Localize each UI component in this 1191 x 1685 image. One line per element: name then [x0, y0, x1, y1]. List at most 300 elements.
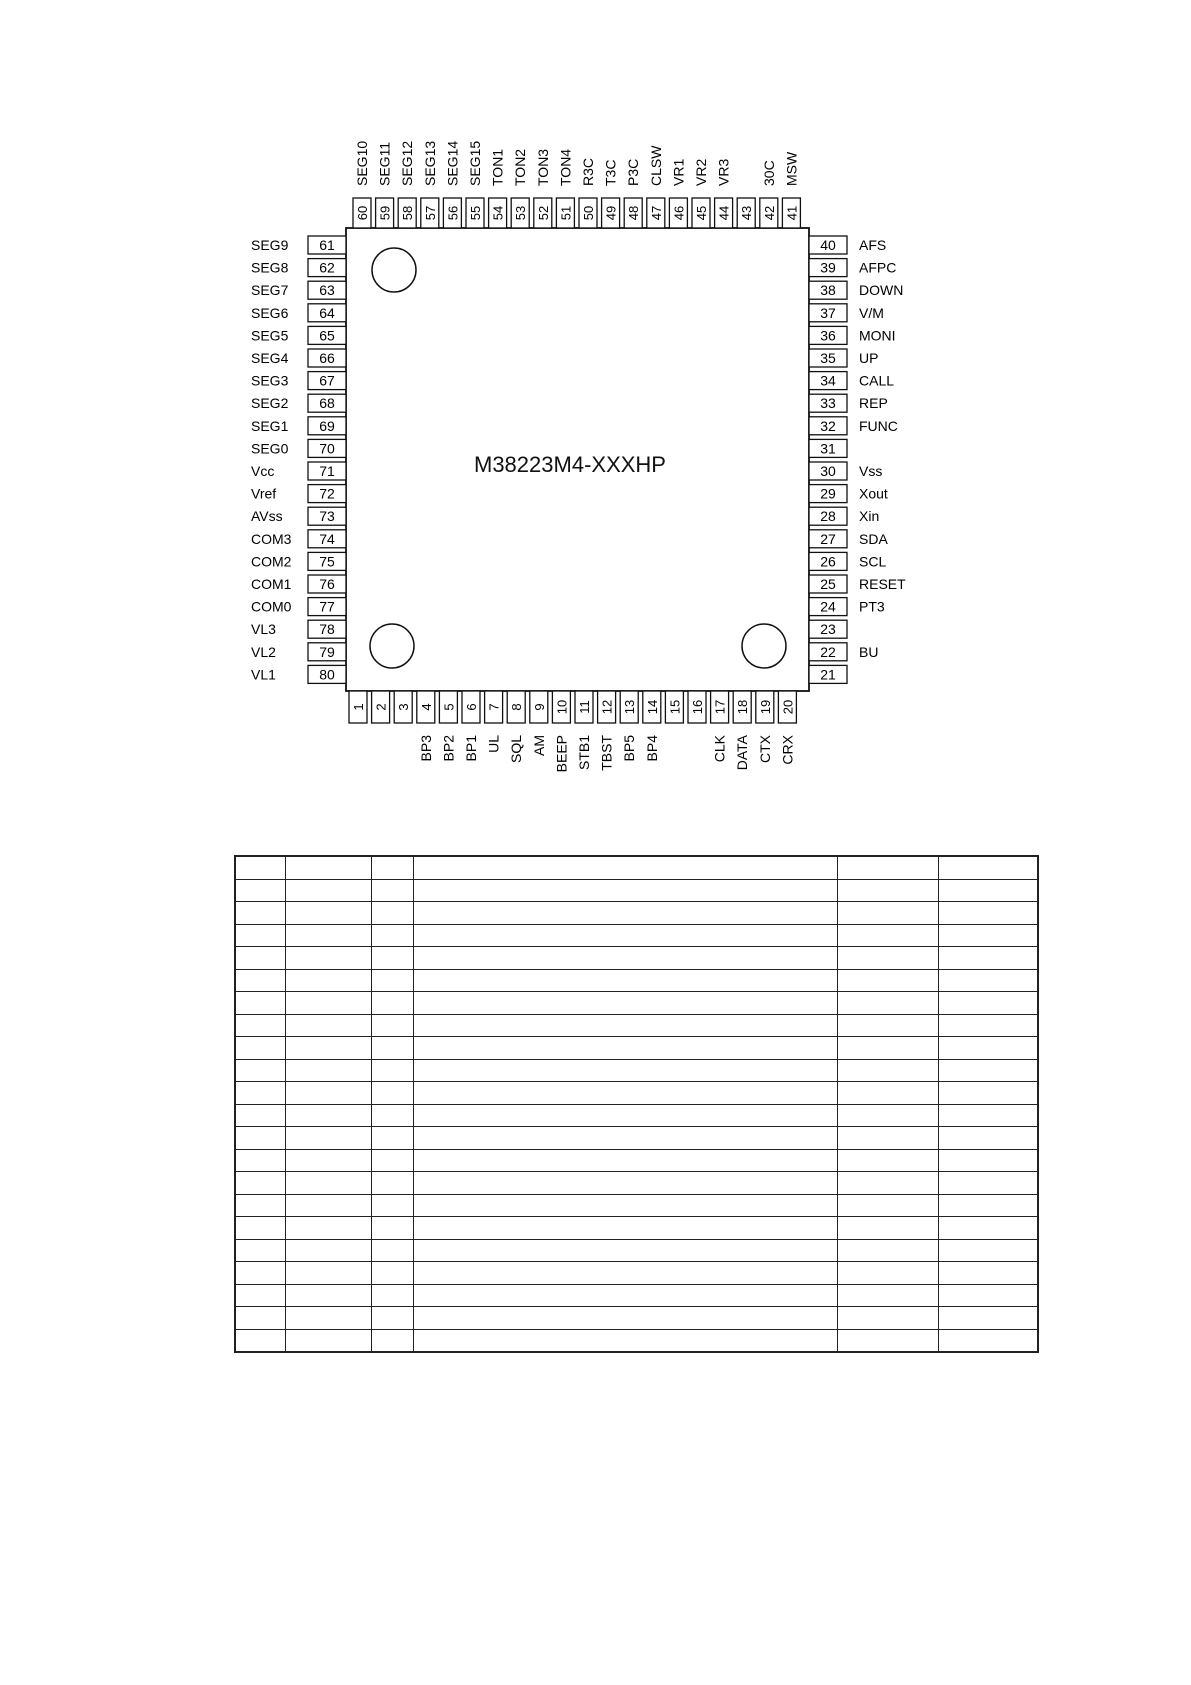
table-cell [235, 1329, 285, 1352]
pin-38-number: 38 [820, 282, 836, 299]
pin-9 [530, 691, 548, 756]
pin-63 [251, 281, 346, 299]
table-row [235, 1284, 1038, 1307]
table-cell [837, 1104, 938, 1127]
table-row [235, 1307, 1038, 1330]
pin-44-number: 44 [716, 205, 732, 221]
pin-75-number: 75 [319, 553, 335, 570]
pin-55-label: SEG15 [467, 140, 483, 186]
pin-29-label: Xout [859, 485, 888, 502]
pin-10-number: 10 [554, 699, 570, 715]
table-cell [371, 924, 413, 947]
pin-36 [809, 326, 896, 344]
pin-34-number: 34 [820, 372, 836, 389]
pin-71-number: 71 [319, 463, 335, 479]
pin-39-number: 39 [820, 259, 836, 276]
pin-17 [711, 691, 729, 762]
pin-58-label: SEG12 [399, 140, 416, 186]
table-cell [371, 947, 413, 970]
pin-30 [809, 462, 882, 480]
table-cell [371, 1217, 413, 1240]
pin-8-number: 8 [509, 703, 525, 711]
pin-29-number: 29 [820, 485, 836, 502]
pin-45-number: 45 [694, 205, 709, 221]
pin-28 [809, 507, 879, 525]
table-cell [837, 1149, 938, 1172]
table-cell [837, 1239, 938, 1262]
table-cell [371, 1014, 413, 1037]
pin-47-number: 47 [648, 205, 664, 221]
table-cell [413, 1239, 837, 1262]
table-row [235, 1037, 1038, 1060]
pin-25-number: 25 [820, 576, 836, 592]
pin-30-number: 30 [820, 463, 836, 479]
table-cell [235, 1104, 285, 1127]
pin-24 [809, 598, 885, 616]
table-cell [938, 969, 1038, 992]
pin-71 [251, 462, 346, 480]
pin-20-number: 20 [780, 699, 796, 715]
table-cell [837, 1172, 938, 1195]
pin-9-number: 9 [531, 703, 547, 711]
table-cell [837, 1127, 938, 1150]
pin-42 [760, 160, 778, 228]
pin-67-number: 67 [319, 372, 335, 389]
pin-51 [556, 149, 574, 228]
table-cell [371, 902, 413, 925]
pin-49-label: T3C [602, 159, 619, 186]
table-cell [413, 1059, 837, 1082]
pin-45 [692, 159, 710, 228]
pin-13 [620, 691, 638, 761]
pin-69-label: SEG1 [251, 417, 289, 434]
pin-44-label: VR3 [715, 158, 732, 186]
table-row [235, 856, 1038, 879]
pin-8 [507, 691, 525, 763]
table-cell [371, 1239, 413, 1262]
table-cell [413, 1329, 837, 1352]
table-cell [235, 902, 285, 925]
pin-20 [778, 691, 796, 765]
table-cell [938, 1059, 1038, 1082]
pin-72 [251, 485, 346, 503]
pin-68-number: 68 [319, 395, 335, 412]
pin-66 [251, 349, 346, 367]
table-cell [285, 969, 371, 992]
table-row [235, 1262, 1038, 1285]
table-cell [371, 1127, 413, 1150]
table-cell [938, 1262, 1038, 1285]
pin-30-label: Vss [859, 463, 883, 479]
pin-7 [485, 691, 503, 753]
pin-74-label: COM3 [251, 530, 292, 547]
pin-24-label: PT3 [859, 598, 885, 615]
pin-23 [809, 620, 847, 638]
pin-37-label: V/M [859, 304, 884, 321]
pin-58 [398, 141, 416, 228]
orientation-mark-bottom-right [742, 624, 786, 668]
table-cell [371, 1037, 413, 1060]
table-cell [837, 969, 938, 992]
table-cell [285, 1127, 371, 1150]
pin-29 [809, 485, 888, 503]
table-cell [837, 1014, 938, 1037]
pin-61-number: 61 [319, 237, 335, 253]
pin-51-label: TON4 [557, 148, 574, 186]
orientation-mark-top-left [372, 248, 416, 292]
pin-17-number: 17 [712, 699, 728, 715]
pin-62 [251, 259, 346, 277]
table-cell [938, 1037, 1038, 1060]
table-row [235, 947, 1038, 970]
pin-4 [417, 691, 435, 761]
pin-35-number: 35 [820, 350, 836, 366]
table-cell [413, 924, 837, 947]
pin-79-number: 79 [319, 643, 335, 660]
pin-76-number: 76 [319, 576, 335, 592]
table-cell [285, 1262, 371, 1285]
pin-18-label: DATA [734, 735, 751, 771]
pin-34 [809, 372, 894, 390]
pin-40-number: 40 [820, 237, 836, 253]
pin-48-label: P3C [625, 158, 642, 186]
pin-65-number: 65 [319, 327, 335, 344]
pin-22-label: BU [859, 643, 879, 660]
pin-3-number: 3 [396, 703, 412, 711]
table-cell [837, 1217, 938, 1240]
pin-32-number: 32 [820, 417, 836, 434]
pin-55 [466, 141, 484, 228]
pin-68-label: SEG2 [251, 395, 289, 412]
table-cell [837, 1059, 938, 1082]
pin-13-number: 13 [622, 699, 638, 715]
orientation-mark-bottom-left [370, 624, 414, 668]
table-cell [837, 947, 938, 970]
pin-37-number: 37 [820, 304, 836, 321]
pin-49 [602, 160, 620, 228]
table-row [235, 1194, 1038, 1217]
pin-74-number: 74 [319, 530, 335, 547]
pin-9-label: AM [530, 735, 547, 756]
pin-16 [688, 691, 706, 723]
pin-59-number: 59 [377, 205, 393, 221]
pin-18-number: 18 [735, 699, 751, 715]
table-cell [413, 1104, 837, 1127]
pin-41-label: MSW [783, 151, 800, 186]
pin-38-label: DOWN [859, 282, 904, 299]
pin-2-number: 2 [373, 703, 389, 711]
pin-14 [643, 691, 661, 761]
table-cell [285, 1284, 371, 1307]
pin-59 [376, 142, 394, 228]
table-cell [837, 1284, 938, 1307]
pin-59-label: SEG11 [376, 141, 393, 186]
table-cell [285, 1149, 371, 1172]
table-cell [285, 1329, 371, 1352]
pin-32-label: FUNC [859, 417, 898, 434]
pin-27-number: 27 [820, 530, 836, 547]
pin-73-label: AVss [251, 508, 283, 525]
pin-53-label: TON2 [512, 148, 529, 186]
pin-11-label: STB1 [576, 735, 592, 771]
chip-pinout-diagram [0, 0, 1191, 800]
table-row [235, 1127, 1038, 1150]
table-cell [371, 856, 413, 879]
pin-78 [251, 620, 346, 638]
pin-14-label: BP4 [643, 735, 660, 762]
table-cell [371, 969, 413, 992]
table-cell [371, 992, 413, 1015]
pin-56-label: SEG14 [444, 140, 461, 186]
table-cell [837, 924, 938, 947]
pin-47 [647, 145, 665, 228]
pin-64 [251, 304, 346, 322]
table-cell [235, 1149, 285, 1172]
pin-7-label: UL [485, 735, 502, 753]
pin-1-number: 1 [351, 703, 366, 711]
table-cell [285, 1014, 371, 1037]
table-cell [235, 1059, 285, 1082]
table-row [235, 1082, 1038, 1105]
pin-21 [809, 665, 847, 683]
pin-38 [809, 281, 903, 299]
pin-60 [353, 141, 371, 228]
table-cell [371, 1172, 413, 1195]
table-cell [413, 1127, 837, 1150]
pin-11 [575, 691, 593, 770]
table-cell [235, 924, 285, 947]
table-cell [413, 947, 837, 970]
pin-32 [809, 417, 898, 435]
table-cell [837, 1262, 938, 1285]
pin-80-number: 80 [319, 666, 335, 683]
pin-73-number: 73 [319, 508, 335, 525]
pin-6-number: 6 [464, 703, 479, 711]
pin-64-label: SEG6 [251, 304, 289, 321]
table-cell [938, 1082, 1038, 1105]
pin-70 [251, 439, 346, 457]
pin-52 [534, 149, 552, 228]
table-cell [285, 902, 371, 925]
pin-62-label: SEG8 [251, 259, 289, 276]
pin-55-number: 55 [468, 205, 483, 221]
table-cell [413, 1172, 837, 1195]
pin-22-number: 22 [820, 643, 836, 660]
pin-71-label: Vcc [251, 463, 275, 479]
pin-75 [251, 552, 346, 570]
pin-25-label: RESET [859, 576, 906, 592]
table-cell [938, 1284, 1038, 1307]
pin-63-number: 63 [319, 282, 335, 299]
table-cell [413, 879, 837, 902]
table-cell [413, 1037, 837, 1060]
table-cell [413, 1082, 837, 1105]
table-row [235, 1172, 1038, 1195]
pin-31-number: 31 [820, 440, 836, 457]
pin-35 [809, 349, 878, 367]
pin-57 [421, 141, 439, 228]
table-cell [371, 1082, 413, 1105]
pin-6 [462, 691, 480, 761]
table-cell [235, 1284, 285, 1307]
table-cell [938, 902, 1038, 925]
pin-53-number: 53 [513, 205, 529, 221]
table-cell [235, 1239, 285, 1262]
pin-42-label: 30C [760, 160, 777, 186]
table-cell [837, 1037, 938, 1060]
pin-14-number: 14 [644, 699, 660, 715]
pin-50-label: R3C [580, 157, 596, 186]
table-cell [285, 1059, 371, 1082]
pin-26 [809, 552, 886, 570]
pin-54-number: 54 [490, 205, 506, 221]
table-cell [938, 1149, 1038, 1172]
table-cell [371, 1262, 413, 1285]
pin-41 [782, 151, 800, 228]
pin-4-label: BP3 [417, 735, 434, 762]
pin-function-table [234, 855, 1039, 1353]
pin-37 [809, 304, 884, 322]
pin-1 [349, 691, 367, 723]
pin-79 [251, 643, 346, 661]
pin-11-number: 11 [577, 700, 592, 714]
pin-73 [251, 507, 346, 525]
pin-5-label: BP2 [440, 735, 457, 762]
pin-28-label: Xin [859, 508, 880, 525]
pin-66-number: 66 [319, 350, 335, 366]
pin-57-label: SEG13 [421, 140, 438, 186]
table-cell [413, 1262, 837, 1285]
pin-22 [809, 643, 878, 661]
pin-53 [511, 149, 529, 228]
pin-68 [251, 394, 346, 412]
pin-60-label: SEG10 [354, 140, 370, 186]
table-cell [837, 1194, 938, 1217]
pin-27 [809, 530, 888, 548]
table-cell [938, 1014, 1038, 1037]
pin-8-label: SQL [508, 735, 525, 764]
table-row [235, 992, 1038, 1015]
pin-20-label: CRX [779, 735, 796, 765]
table-cell [235, 856, 285, 879]
pin-2 [372, 691, 390, 723]
table-cell [285, 992, 371, 1015]
pin-47-label: CLSW [647, 145, 664, 186]
pin-57-number: 57 [422, 205, 438, 221]
table-cell [938, 1329, 1038, 1352]
pin-74 [251, 530, 346, 548]
pin-48-number: 48 [626, 205, 642, 221]
pin-19 [756, 691, 774, 763]
table-cell [837, 1329, 938, 1352]
table-cell [938, 1217, 1038, 1240]
table-cell [285, 1037, 371, 1060]
pin-19-number: 19 [757, 699, 773, 715]
table-cell [938, 1194, 1038, 1217]
pin-36-label: MONI [859, 327, 896, 344]
table-row [235, 879, 1038, 902]
table-cell [837, 856, 938, 879]
pin-62-number: 62 [319, 259, 335, 276]
pin-28-number: 28 [820, 508, 836, 525]
pin-39-label: AFPC [859, 259, 897, 276]
table-cell [235, 1194, 285, 1217]
pin-26-number: 26 [820, 553, 836, 570]
pin-4-number: 4 [418, 703, 434, 711]
table-row [235, 1217, 1038, 1240]
table-cell [413, 1217, 837, 1240]
pin-78-number: 78 [319, 621, 335, 638]
table-cell [938, 1307, 1038, 1330]
pin-7-number: 7 [486, 703, 502, 711]
table-row [235, 1149, 1038, 1172]
table-cell [235, 1014, 285, 1037]
table-cell [235, 1082, 285, 1105]
table-cell [413, 902, 837, 925]
table-cell [837, 879, 938, 902]
table-cell [938, 1239, 1038, 1262]
pin-10 [552, 691, 570, 772]
table-cell [837, 902, 938, 925]
table-cell [837, 992, 938, 1015]
table-cell [371, 1104, 413, 1127]
pin-52-label: TON3 [534, 148, 551, 186]
pin-56-number: 56 [445, 205, 461, 221]
pin-27-label: SDA [859, 530, 888, 547]
pin-58-number: 58 [400, 205, 416, 221]
pin-72-label: Vref [251, 485, 277, 502]
pin-65 [251, 326, 346, 344]
pin-60-number: 60 [355, 205, 370, 221]
pin-70-label: SEG0 [251, 440, 289, 457]
pin-36-number: 36 [820, 327, 836, 344]
pin-64-number: 64 [319, 304, 335, 321]
pin-61 [251, 236, 346, 254]
pin-42-number: 42 [761, 205, 777, 221]
table-cell [235, 947, 285, 970]
pin-33 [809, 394, 888, 412]
table-cell [371, 879, 413, 902]
part-number: M38223M4-XXXHP [474, 452, 666, 477]
pin-45-label: VR2 [693, 158, 709, 186]
table-cell [285, 1217, 371, 1240]
pin-43-number: 43 [739, 205, 755, 221]
pin-67-label: SEG3 [251, 372, 289, 389]
table-cell [413, 1307, 837, 1330]
pin-78-label: VL3 [251, 621, 276, 638]
table-cell [371, 1307, 413, 1330]
table-cell [235, 992, 285, 1015]
pin-76 [251, 575, 346, 593]
table-cell [371, 1149, 413, 1172]
table-cell [235, 879, 285, 902]
table-cell [285, 856, 371, 879]
table-cell [235, 1262, 285, 1285]
table-cell [235, 969, 285, 992]
table-cell [285, 879, 371, 902]
pin-77-label: COM0 [251, 598, 292, 615]
pin-49-number: 49 [603, 205, 619, 221]
table-cell [938, 879, 1038, 902]
table-cell [938, 924, 1038, 947]
pin-12 [598, 691, 616, 771]
pin-33-label: REP [859, 395, 888, 412]
pin-54-label: TON1 [489, 148, 506, 186]
pin-75-label: COM2 [251, 553, 292, 570]
table-cell [285, 947, 371, 970]
table-cell [235, 1217, 285, 1240]
pin-12-number: 12 [599, 699, 615, 715]
